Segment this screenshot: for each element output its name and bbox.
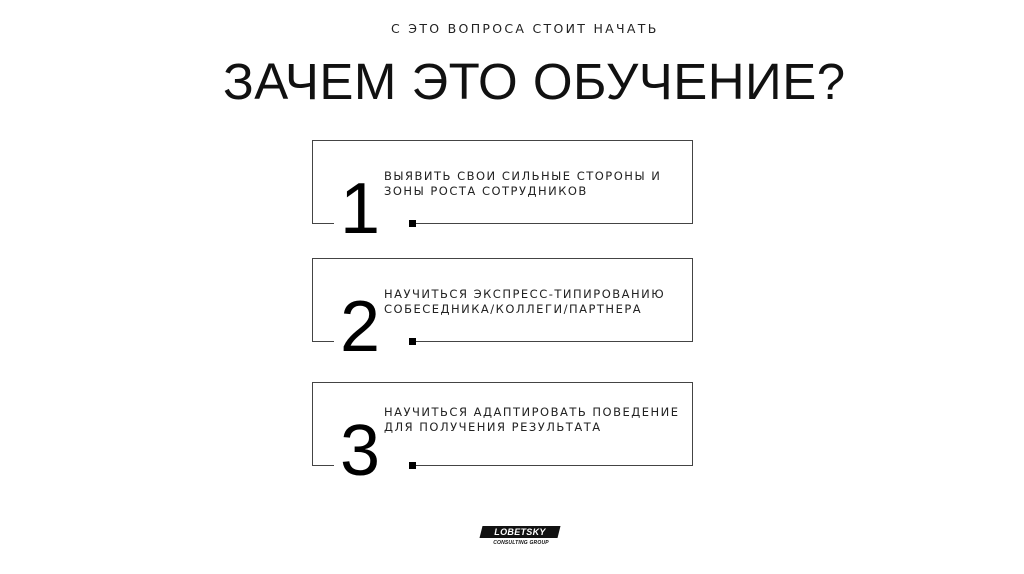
bullet-square bbox=[409, 338, 416, 345]
slide-title: ЗАЧЕМ ЭТО ОБУЧЕНИЕ? bbox=[223, 53, 846, 110]
frame-line bbox=[412, 341, 693, 342]
item-number: 2 bbox=[340, 287, 381, 367]
item-text: НАУЧИТЬСЯ ЭКСПРЕСС-ТИПИРОВАНИЮ СОБЕСЕДНИКА/КОЛЛЕГИ/ПАРТНЕРА bbox=[384, 287, 666, 316]
frame-line bbox=[412, 465, 693, 466]
frame-line bbox=[312, 465, 334, 466]
logo-subtitle: CONSULTING GROUP bbox=[493, 540, 549, 546]
item-text: НАУЧИТЬСЯ АДАПТИРОВАТЬ ПОВЕДЕНИЕ ДЛЯ ПОЛУЧЕНИЯ РЕЗУЛЬТАТА bbox=[384, 405, 680, 434]
list-item-1 bbox=[312, 140, 693, 249]
bullet-square bbox=[409, 220, 416, 227]
slide-kicker: С ЭТО ВОПРОСА СТОИТ НАЧАТЬ bbox=[391, 21, 659, 36]
company-logo bbox=[479, 526, 559, 550]
list-item-3 bbox=[312, 382, 693, 491]
list-item-2 bbox=[312, 258, 693, 367]
item-number: 1 bbox=[340, 169, 381, 249]
logo-wordmark: LOBETSKY bbox=[494, 527, 546, 537]
item-number: 3 bbox=[340, 411, 381, 491]
frame-line bbox=[412, 223, 693, 224]
frame-line bbox=[312, 341, 334, 342]
item-text: ВЫЯВИТЬ СВОИ СИЛЬНЫЕ СТОРОНЫ И ЗОНЫ РОСТА СОТРУДНИКОВ bbox=[384, 169, 662, 198]
frame-line bbox=[312, 223, 334, 224]
bullet-square bbox=[409, 462, 416, 469]
